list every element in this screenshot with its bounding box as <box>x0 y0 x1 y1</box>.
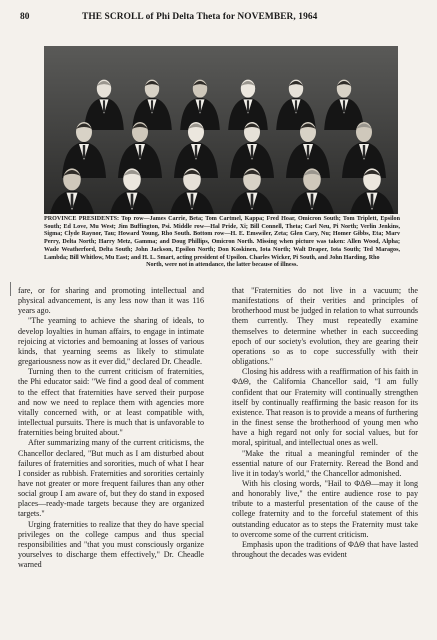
right-paragraph: Closing his address with a reaffirmation of his faith in ΦΔΘ, the California Chancellor said, "I am fully confident that our Fraternity will continually strengthen itself by continually reaffirming the basic reason for its existence. That reason is to provide a means of furthering in the finest sense the brotherhood of young men who have a high regard not only for social values, but for moral, spiritual, and intellectual ones as well. <box>232 367 418 448</box>
person-tie <box>103 100 105 112</box>
group-photo <box>44 46 398 214</box>
group-photo-icon <box>44 46 398 214</box>
person-tie <box>247 100 249 112</box>
right-paragraph: With his closing words, "Hail to ΦΔΘ—may it long and honorably live," the entire audience rose to pay tribute to a masterful presentation of the cause of the college fraternity and to the forceful statement of this outstanding educator as to steps the Fraternity must take to overcome some of the current criticism. <box>232 478 418 539</box>
person-tie <box>363 145 365 158</box>
person-tie <box>371 194 374 208</box>
person-tie <box>195 145 197 158</box>
right-paragraph: Emphasis upon the traditions of ΦΔΘ that have lasted throughout the decades was evident <box>232 539 418 560</box>
page-header <box>20 12 420 28</box>
margin-mark <box>10 282 11 296</box>
left-column <box>18 286 204 570</box>
caption-text: PROVINCE PRESIDENTS: Top row—James Carrie, Beta; Tom Cartmel, Kappa; Fred Hoar, Omicron South; Tom Triplett, Epsilon South; Ed Love, Mu West; Jim Buffington, Psi. Middle row—Hal Pride, Xi; Bill Connell, Theta; Carl Neu, Pi North; Verlin Jenkins, Sigma; Clyde Raynor, Tau; Howard Young, Rho South. Bottom row—H. E. Emswiler, Zeta; Glen Cary, Nu; Homer Gibbs, Eta; Marv Perry, Delta North; Harry Metz, Gamma; and Doug Phillips, Omicron North. Missing when picture was taken: Allen Wood, Alpha; Wade Weatherford, Delta South; John Jackson, Epsilon North; Don Koskinen, Iota North; Walt Draper, Iota South; Ted Maragos, Lambda; Bill Whitlow, Mu East; and H. L. Smart, acting president of Upsilon. Charles Wicker, Pi South, and John Harding, Rho <box>44 216 400 261</box>
person-tie <box>251 194 254 208</box>
left-paragraph: Urging fraternities to realize that they do have special privileges on the college campus and thus special responsibilities and "that you must consciously organize yourselves to discharge them effectively," Dr. Cheadle warned <box>18 519 204 570</box>
person-tie <box>83 145 85 158</box>
person-tie <box>131 194 134 208</box>
person-tie <box>151 100 153 112</box>
person-tie <box>139 145 141 158</box>
person-tie <box>71 194 74 208</box>
right-paragraph: "Make the ritual a meaningful reminder of the essential nature of our Fraternity. Reread the Bond and live it in today's world," the Chancellor admonished. <box>232 448 418 478</box>
left-paragraph: "The yearning to achieve the sharing of ideals, to develop loyalties in human affairs, to engage in intimate rejoicing at victories and bemoaning at losses of various kinds, that yearning seems as likely to stimulate gregariousness now as it ever did," declared Dr. Cheadle. <box>18 316 204 367</box>
person-tie <box>311 194 314 208</box>
running-title: THE SCROLL of Phi Delta Theta for NOVEMBER, 1964 <box>82 12 318 22</box>
person-tie <box>251 145 253 158</box>
photo-caption <box>44 216 400 270</box>
right-paragraph: that "Fraternities do not live in a vacuum; the manifestations of their verities and principles of brotherhood must be judged in relation to what surrounds them currently. They must repeatedly examine themselves to determine whether in each succeeding epoch of our society's evolution, they are gearing their operations so as to cope successfully with their obligations." <box>232 286 418 367</box>
page-number: 80 <box>20 12 30 22</box>
person-tie <box>343 100 345 112</box>
caption-text-end: North, were not in attendance, the latter because of illness. <box>146 262 298 269</box>
person-tie <box>295 100 297 112</box>
person-tie <box>191 194 194 208</box>
person-tie <box>199 100 201 112</box>
left-paragraph: fare, or for sharing and promoting intellectual and physical advancement, is any less now than it was 116 years ago. <box>18 286 204 316</box>
right-column <box>232 286 418 560</box>
person-tie <box>307 145 309 158</box>
left-paragraph: After summarizing many of the current criticisms, the Chancellor declared, "But much as I am disturbed about failures of fraternities and sororities, much of what I hear I consider as rubbish. Fraternities and sororities certainly have not greater or more frequent failures than any other social group I am aware of, but they do stand in exposed places—ready-made targets because they are organized targets." <box>18 438 204 519</box>
left-paragraph: Turning then to the current criticism of fraternities, the Phi educator said: "We find a good deal of comment to the effect that fraternities have served their purpose and now we need to replace them with agencies more vitally concerned with, or at least compatible with, intellectual pursuits. There is much that is unfavorable to fraternities being bruited about." <box>18 367 204 438</box>
